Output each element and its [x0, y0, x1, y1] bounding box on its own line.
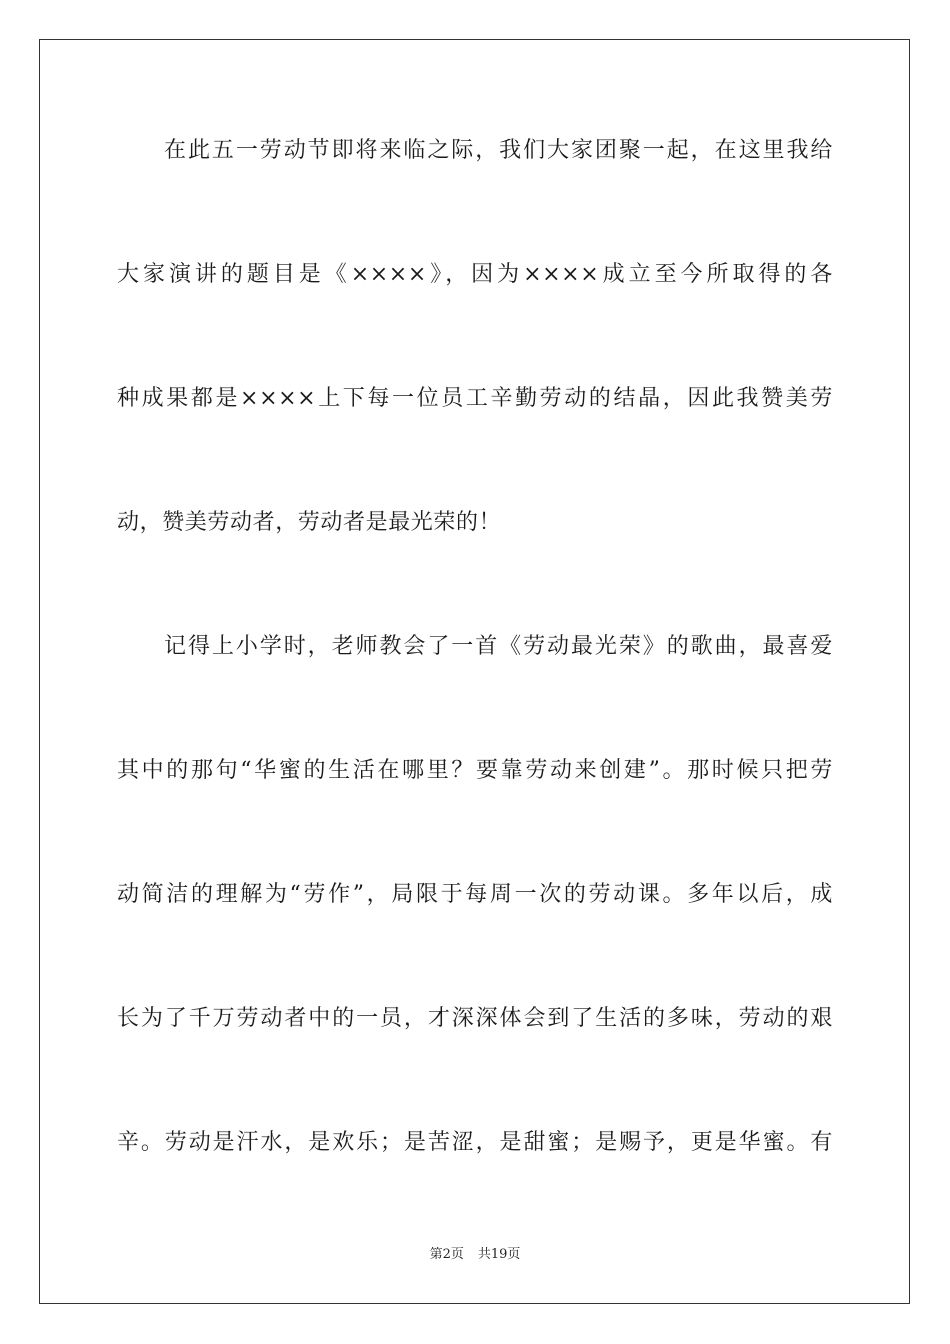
- paragraph-1-line-3: 种成果都是××××上下每一位员工辛勤劳动的结晶，因此我赞美劳: [117, 386, 833, 411]
- current-page-label: 第2页: [429, 1247, 464, 1262]
- paragraph-2-line-1: 记得上小学时，老师教会了一首《劳动最光荣》的歌曲，最喜爱: [164, 634, 833, 659]
- paragraph-1-line-4: 动，赞美劳动者，劳动者是最光荣的！: [117, 510, 502, 535]
- page-border: [39, 39, 910, 1304]
- page-footer: [0, 1246, 950, 1264]
- total-pages-label: 共19页: [477, 1247, 521, 1262]
- paragraph-1-line-1: 在此五一劳动节即将来临之际，我们大家团聚一起，在这里我给: [164, 138, 833, 163]
- paragraph-2-line-2: 其中的那句“华蜜的生活在哪里？要靠劳动来创建”。那时候只把劳: [117, 758, 833, 783]
- paragraph-2-line-3: 动简洁的理解为“劳作”，局限于每周一次的劳动课。多年以后，成: [117, 882, 833, 907]
- paragraph-2-line-4: 长为了千万劳动者中的一员，才深深体会到了生活的多味，劳动的艰: [117, 1006, 833, 1031]
- paragraph-2-line-5: 辛。劳动是汗水，是欢乐；是苦涩，是甜蜜；是赐予，更是华蜜。有: [117, 1130, 833, 1155]
- paragraph-1-line-2: 大家演讲的题目是《××××》，因为××××成立至今所取得的各: [117, 262, 833, 287]
